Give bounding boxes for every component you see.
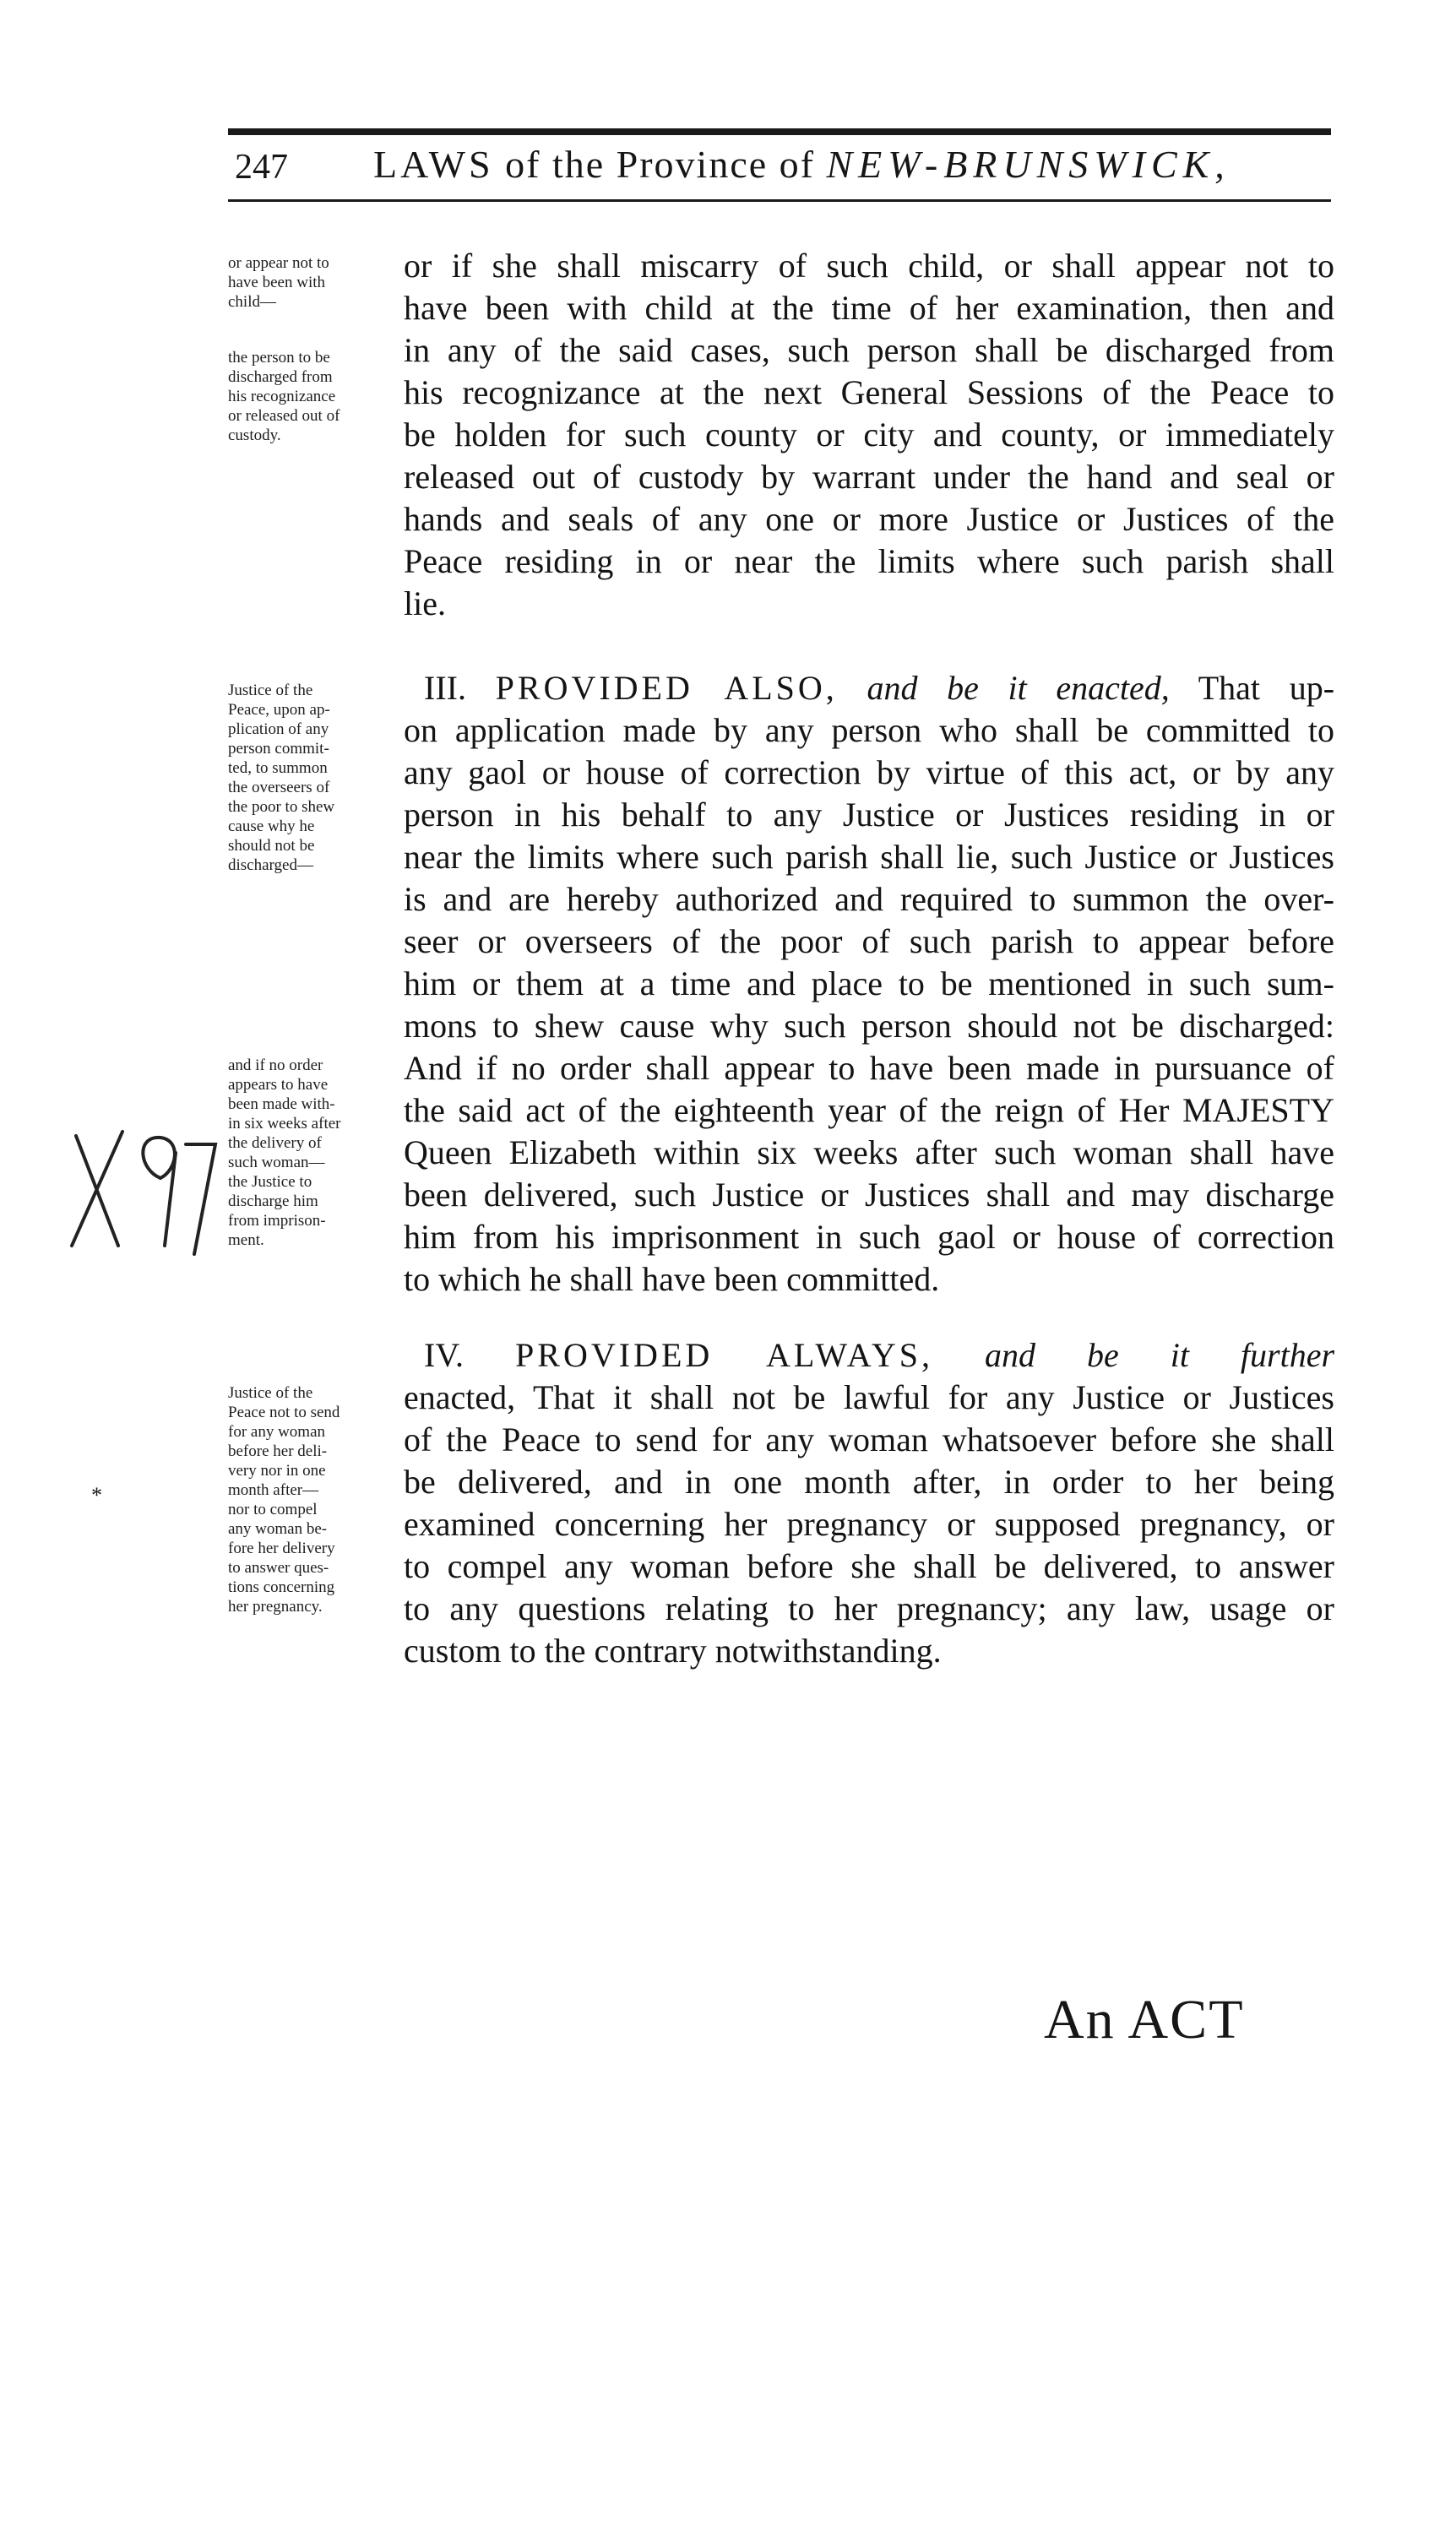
paragraph-section-iii: III. PROVIDED ALSO, and be it enacted, That up- on application made by any person who shall be committed to any gaol or house of correction by virtue of this act, or by any person in his behalf to any Justice or Justices residing in or near the limits where such parish shall lie, such Justice or Justices is and are hereby authorized and required to summon the over- seer or overseers of the poor of such parish to appear before him or them at a time and place to be mentioned in such sum- mons to shew cause why such person should not be discharged: And if no order shall appear to have been made in pursuance of the said act of the eighteenth year of the reign of Her MAJESTY Queen Elizabeth within six weeks after such woman shall have been delivered, such Justice or Justices shall and may discharge him from his imprisonment in such gaol or house of correction to which he shall have been committed. [404, 669, 1335, 1298]
title-of-the: of the [505, 143, 606, 186]
margin-note-no-order-discharge: and if no order appears to have been made with- in six weeks after the delivery of such woman— the Justice to discharge him from imprison- ment. [228, 1056, 341, 1249]
section-iii-numeral: III. [424, 669, 466, 707]
paragraph-section-iv: IV. PROVIDED ALWAYS, and be it further enacted, That it shall not be lawful for any Justice or Justices of the Peace to send for any woman whatsoever before she shall be delivered, and in one month after, in order to her being examined concerning her pregnancy or supposed pregnancy, or to compel any woman before she shall be delivered, to answer to any questions relating to her pregnancy; any law, usage or custom to the contrary notwithstanding. [404, 1336, 1335, 1670]
section-iii-heading-italic: and be it enacted, [867, 669, 1170, 707]
margin-note-person-discharged: the person to be discharged from his recognizance or released out of custody. [228, 349, 340, 444]
section-iii-first-line-rest: That up- [1198, 669, 1335, 707]
page-number: 247 [235, 148, 288, 187]
stray-mark: * [91, 1483, 102, 1507]
margin-note-justice-summon-overseers: Justice of the Peace, upon ap- plication of any person commit- ted, to summon the overseers of the poor to shew cause why he should not be discharged— [228, 682, 335, 874]
section-iv-heading-italic: and be it further [985, 1336, 1335, 1374]
section-iv-heading [404, 1334, 1334, 1377]
running-header [228, 139, 1331, 194]
section-iii-heading [404, 667, 1334, 709]
section-iv-numeral: IV. [424, 1336, 465, 1374]
section-iv-heading-caps: PROVIDED ALWAYS, [515, 1336, 934, 1374]
title-province: Province [616, 143, 769, 186]
header-rule-bottom [228, 199, 1331, 202]
title-of: of [779, 143, 815, 186]
section-iii-heading-caps: PROVIDED ALSO, [495, 669, 838, 707]
handwritten-annotation-x97 [59, 1119, 220, 1263]
running-title [373, 142, 1231, 187]
paragraph-continuation: or if she shall miscarry of such child, or shall appear not to have been with child at the time of her examination, then and in any of the said cases, such person shall be discharged from his recognizance at the next General Sessions of the Peace to be holden for such county or city and county, or immediately released out of custody by warrant under the hand and seal or hands and seals of any one or more Justice or Justices of the Peace residing in or near the limits where such parish shall lie. [404, 247, 1334, 622]
title-laws: LAWS [373, 143, 494, 186]
catchword: An ACT [1044, 1989, 1245, 2050]
margin-note-not-send-for-woman: Justice of the Peace not to send for any woman before her deli- very nor in one month after— nor to compel any woman be- fore her delivery to answer ques- tions concerning her pregnancy. [228, 1384, 340, 1616]
title-place: NEW-BRUNSWICK, [826, 143, 1231, 186]
header-rule-top [228, 128, 1331, 135]
margin-note-appear-not-with-child: or appear not to have been with child— [228, 254, 329, 311]
